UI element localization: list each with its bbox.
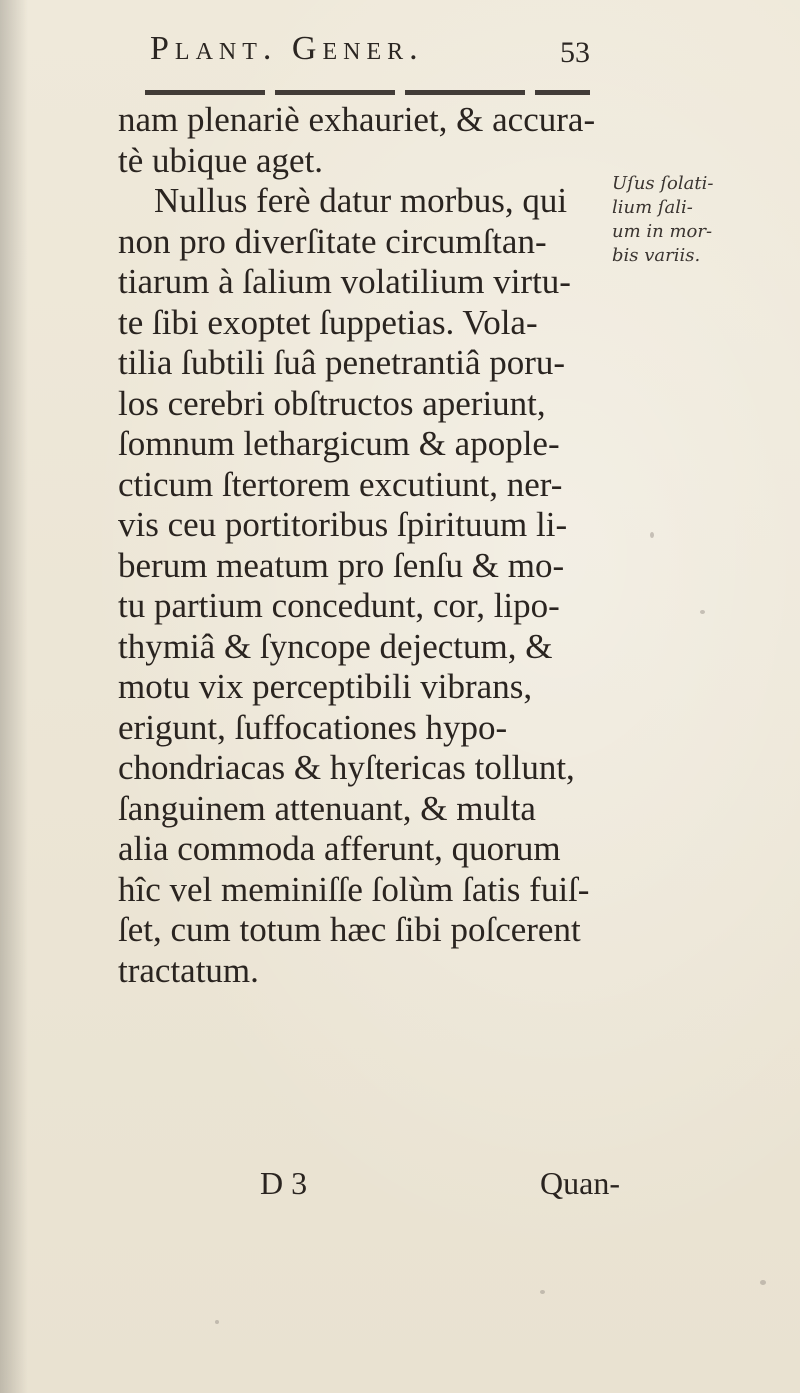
body-text — [118, 100, 608, 991]
text-line: te ſibi exoptet ſuppetias. Vola- — [118, 302, 538, 342]
margin-note-line: um in mor- — [612, 221, 713, 242]
page-number: 53 — [560, 36, 590, 69]
text-line: los cerebri obſtructos aperiunt, — [118, 383, 546, 423]
text-line: thymiâ & ſyncope dejectum, & — [118, 626, 553, 666]
text-line: tiarum à ſalium volatilium virtu- — [118, 262, 571, 301]
margin-note-line: Uſus ſolati- — [612, 173, 714, 194]
signature-mark: D 3 — [260, 1165, 308, 1201]
text-line: tilia ſubtili ſuâ penetrantiâ poru- — [118, 343, 566, 382]
text-line: non pro diverſitate circumſtan- — [118, 221, 547, 261]
text-line: erigunt, ſuffocationes hypo- — [118, 707, 508, 747]
text-line: tè ubique aget. — [118, 140, 324, 180]
paper-speck — [215, 1320, 219, 1324]
paper-speck — [540, 1290, 545, 1294]
running-head: Plant. Gener. — [150, 30, 424, 67]
text-line: nam plenariè exhauriet, & accura- — [118, 100, 596, 139]
text-line: ſanguinem attenuant, & multa — [118, 788, 536, 828]
text-line: berum meatum pro ſenſu & mo- — [118, 545, 565, 585]
header-rule — [145, 90, 590, 95]
text-line: ſet, cum totum hæc ſibi poſcerent — [118, 910, 581, 949]
page-header — [150, 30, 590, 80]
paper-speck — [700, 610, 705, 614]
margin-note-line: lium ſali- — [612, 197, 693, 218]
text-line: motu vix perceptibili vibrans, — [118, 667, 533, 706]
catchword: Quan- — [540, 1165, 620, 1201]
spine-shadow — [0, 0, 28, 1393]
text-line: alia commoda afferunt, quorum — [118, 829, 561, 868]
text-line: hîc vel meminiſſe ſolùm ſatis fuiſ- — [118, 869, 590, 909]
text-line: cticum ſtertorem excutiunt, ner- — [118, 464, 563, 504]
page-footer — [260, 1165, 620, 1205]
text-line: tu partium concedunt, cor, lipo- — [118, 586, 560, 625]
text-line: Nullus ferè datur morbus, qui — [154, 181, 568, 220]
margin-note-line: bis variis. — [612, 245, 701, 266]
margin-note — [612, 172, 792, 268]
text-line: tractatum. — [118, 950, 259, 990]
text-line: chondriacas & hyſtericas tollunt, — [118, 748, 575, 787]
text-line: ſomnum lethargicum & apople- — [118, 424, 560, 463]
text-line: vis ceu portitoribus ſpirituum li- — [118, 505, 568, 544]
paper-speck — [650, 532, 654, 538]
paper-speck — [760, 1280, 766, 1285]
